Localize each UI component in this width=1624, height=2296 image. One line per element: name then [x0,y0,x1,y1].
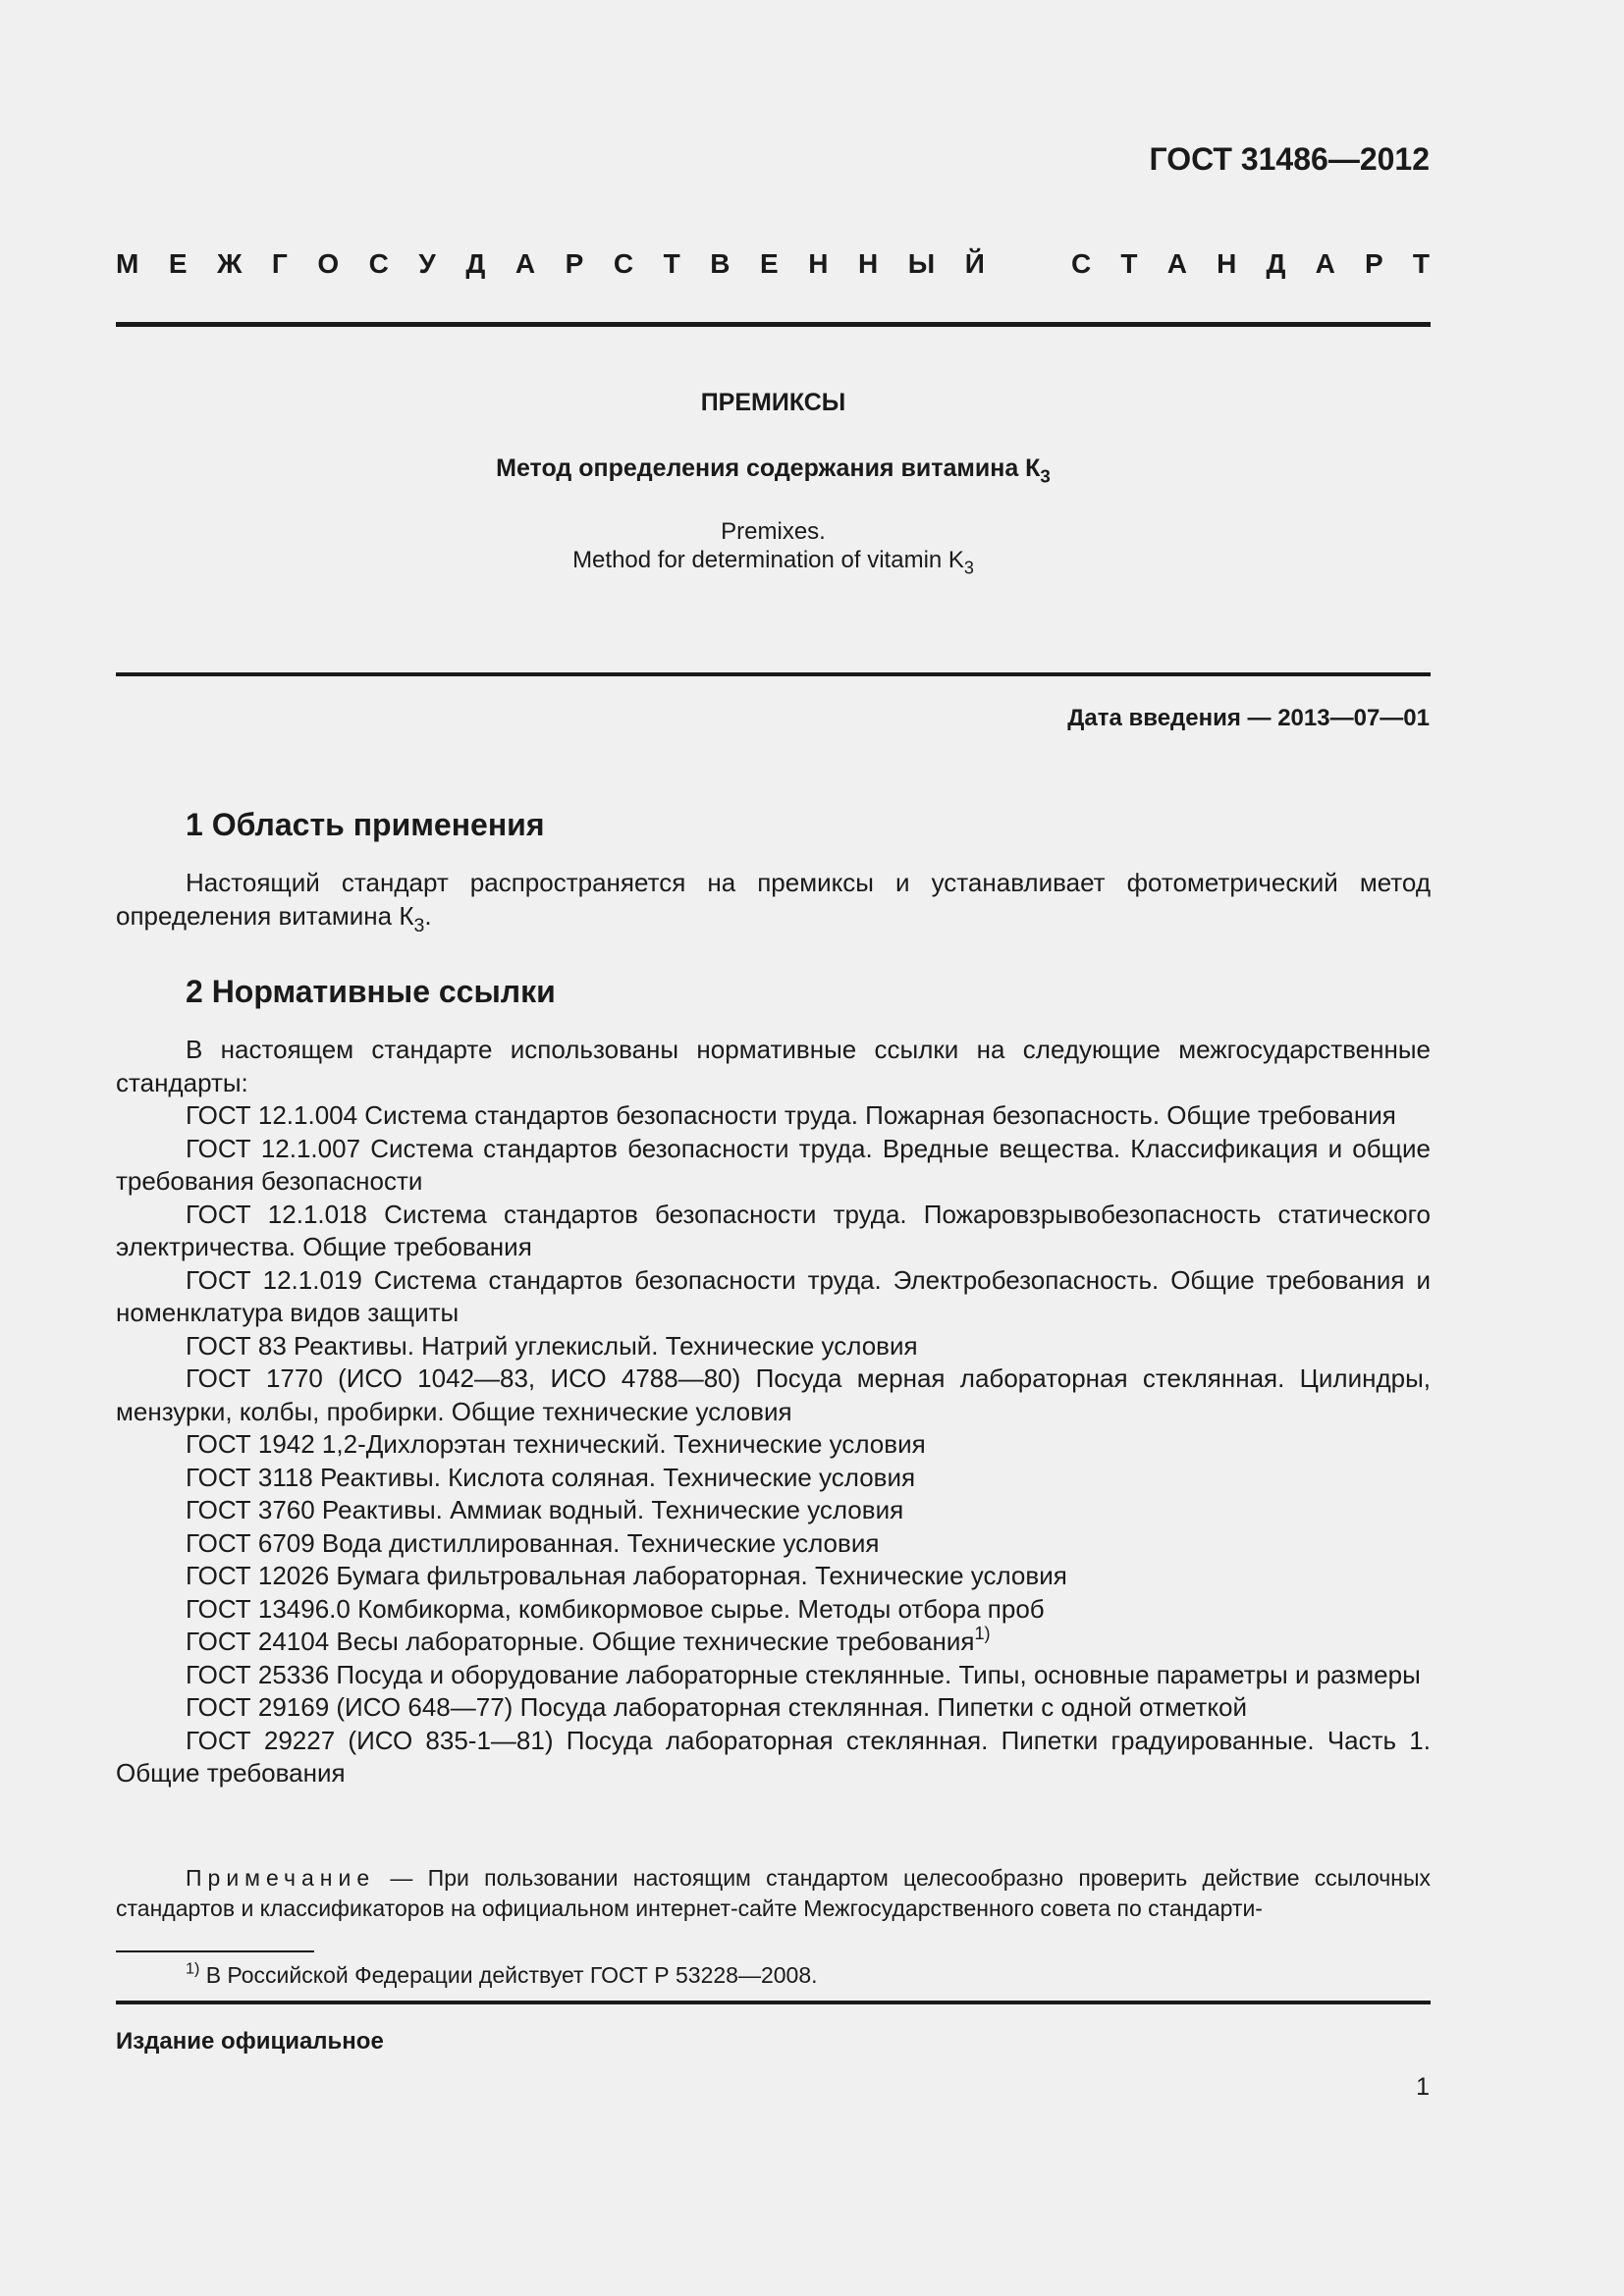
scope-paragraph: Настоящий стандарт распространяется на премиксы и устанавливает фотометрический метод определения витамина $К_3$. [116,868,1431,936]
english-title-line2: Method for determination of vitamin $K_3$ [572,547,974,578]
banner-word-standard: С Т А Н Д А Р Т [1071,248,1430,279]
list-item: ГОСТ 83 Реактивы. Натрий углекислый. Технические условия [186,1330,918,1361]
section-heading-scope: 1 Область применения [186,807,545,842]
footnote-separator [116,1950,314,1952]
list-item: ГОСТ 1942 1,2-Дихлорэтан технический. Технические условия [186,1429,926,1459]
footnote-marker: 1) [974,1624,991,1644]
list-item: ГОСТ 3118 Реактивы. Кислота соляная. Технические условия [186,1462,916,1492]
document-title: ПРЕМИКСЫ [700,389,846,416]
list-item: ГОСТ 12.1.007 Система стандартов безопасности труда. Вредные вещества. Классификация и общие требования безопасности [116,1133,1431,1196]
list-item: ГОСТ 1770 (ИСО 1042—83, ИСО 4788—80) Посуда мерная лабораторная стеклянная. Цилиндры, мензурки, колбы, пробирки. Общие технические условия [116,1363,1431,1426]
list-item: ГОСТ 12.1.004 Система стандартов безопасности труда. Пожарная безопасность. Общие требования [186,1100,1396,1130]
header-rule [116,322,1431,327]
list-item: ГОСТ 6709 Вода дистиллированная. Технические условия [186,1527,880,1558]
list-item: ГОСТ 12026 Бумага фильтровальная лабораторная. Технические условия [186,1561,1067,1590]
list-item: ГОСТ 12.1.018 Система стандартов безопасности труда. Пожаровзрывобезопасность статического электричества. Общие требования [116,1199,1431,1261]
title-rule [116,672,1431,676]
list-item: ГОСТ 3760 Реактивы. Аммиак водный. Технические условия [186,1495,904,1524]
date-of-introduction: Дата введения — 2013—07—01 [1067,705,1430,731]
list-item: ГОСТ 25336 Посуда и оборудование лабораторные стеклянные. Типы, основные параметры и размеры [186,1659,1421,1689]
official-edition-label: Издание официальное [116,2028,384,2055]
interstate-standard-banner [116,248,1430,280]
footer-rule [116,2001,1431,2004]
english-title-line1: Premixes. [721,518,826,545]
list-item: ГОСТ 12.1.019 Система стандартов безопасности труда. Электробезопасность. Общие требования и номенклатура видов защиты [116,1264,1431,1327]
list-item: ГОСТ 24104 Весы лабораторные. Общие технические требования$^{1)}$ [186,1624,991,1656]
subscript-index: 3 [1040,465,1051,487]
section-heading-references: 2 Нормативные ссылки [186,974,556,1009]
list-item: ГОСТ 29227 (ИСО 835-1—81) Посуда лабораторная стеклянная. Пипетки градуированные. Часть 1. Общие требования [116,1725,1431,1788]
references-intro: В настоящем стандарте использованы нормативные ссылки на следующие межгосударственные стандарты: [116,1035,1431,1097]
references-list [116,1034,1431,1790]
standard-number: ГОСТ 31486—2012 [1149,141,1430,177]
list-item: ГОСТ 29169 (ИСО 648—77) Посуда лабораторная стеклянная. Пипетки с одной отметкой [186,1692,1247,1722]
note-paragraph: Примечание — При пользовании настоящим стандартом целесообразно проверить действие ссылочных стандартов и классификаторов на официальном интернет-сайте Межгосударственного совета по стандарти- [116,1865,1431,1921]
subscript-index: 3 [413,914,425,936]
page-number: 1 [1416,2073,1430,2101]
document-subtitle: Метод определения содержания витамина $К_3$ [496,454,1051,487]
banner-word-interstate: М Е Ж Г О С У Д А Р С Т В Е Н Н Ы Й [116,248,985,279]
subscript-index: 3 [963,558,974,578]
footnote: $^{1)}$ В Российской Федерации действует ГОСТ Р 53228—2008. [186,1959,818,1988]
list-item: ГОСТ 13496.0 Комбикорма, комбикормовое сырье. Методы отбора проб [186,1593,1045,1624]
footnote-marker: 1) [186,1959,200,1978]
note-label: Примечание [186,1865,376,1891]
